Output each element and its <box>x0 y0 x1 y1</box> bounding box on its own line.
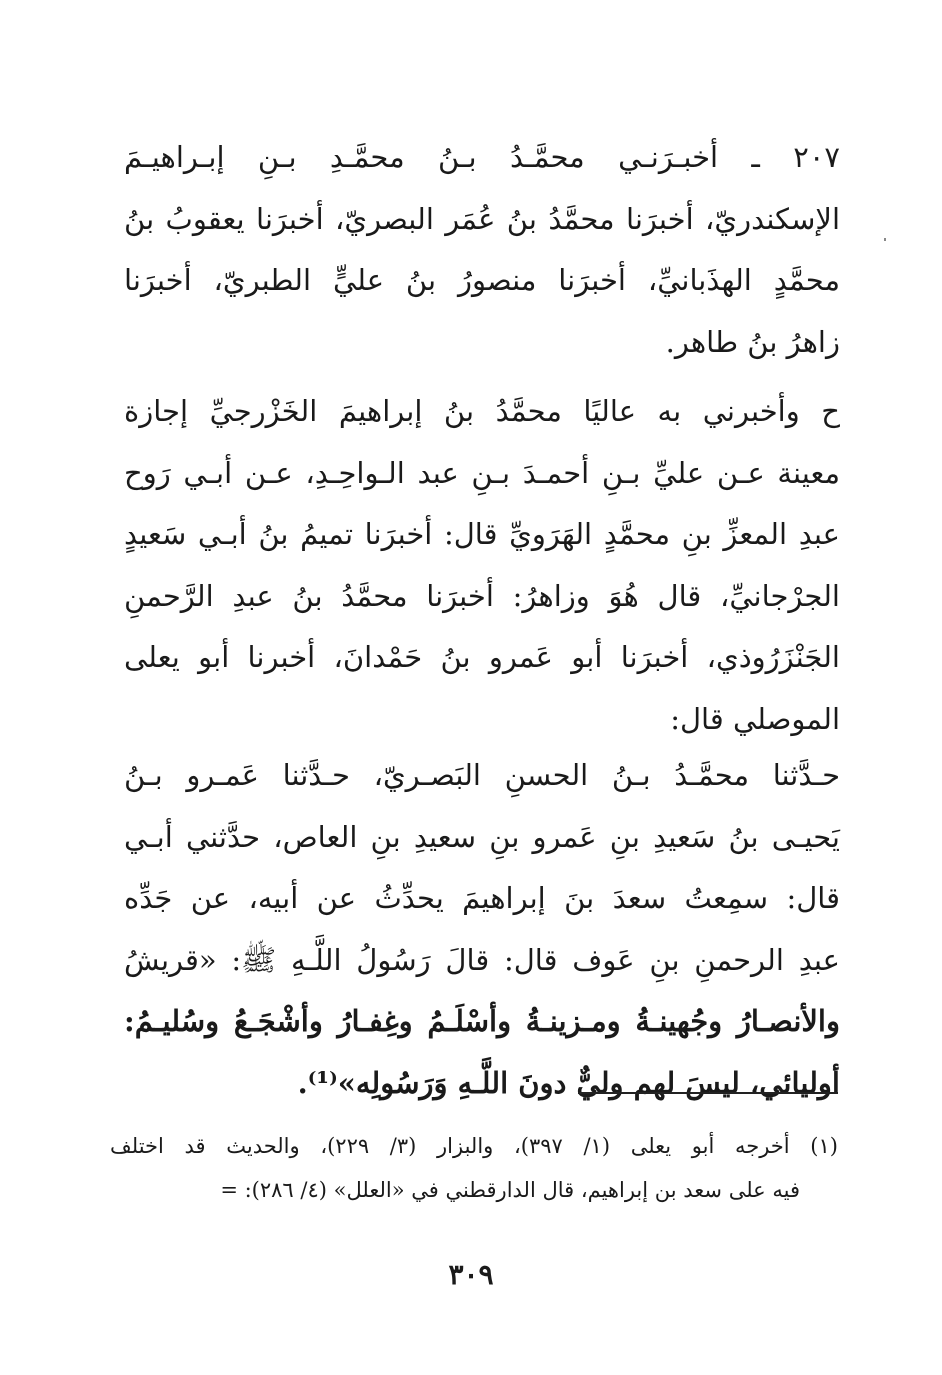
text-line: معينة عـن عليِّ بـنِ أحمـدَ بـنِ عبد الـواحِـدِ، عـن أبـي رَوح <box>124 455 840 490</box>
text-line: الموصلي قال: <box>670 701 840 736</box>
text-line: ح وأخبرني به عاليًا محمَّدُ بنُ إبراهيمَ الخَزْرجيِّ إجازة <box>124 394 840 428</box>
text-line: عبدِ المعزِّ بنِ محمَّدٍ الهَرَويِّ قال: أخبرَنا تميمُ بنُ أبـي سَعيدٍ <box>124 517 840 551</box>
page-number: ٣٠٩ <box>448 1258 494 1291</box>
paragraph-hadith-207-chain <box>124 127 840 373</box>
paragraph-second-chain <box>124 381 840 750</box>
text-line: أوليائي، ليسَ لهم وليٌّ دونَ اللَّـهِ وَرَسُولِه»⁽¹⁾. <box>297 1065 840 1100</box>
paragraph-hadith-text <box>124 745 840 1114</box>
text-line: عبدِ الرحمنِ بنِ عَوف قال: قالَ رَسُولُ اللَّـهِ ﷺ: «قريشُ <box>124 942 840 977</box>
text-line: يَحيـى بنُ سَعيدِ بنِ عَمرو بنِ سعيدِ بنِ العاص، حدَّثني أبـي <box>124 819 840 854</box>
text-line: حـدَّثنا محمَّـدُ بـنُ الحسنِ البَصـريّ، حـدَّثنا عَمـرو بـنُ <box>124 758 840 792</box>
text-line: الإسكندريّ، أخبرَنا محمَّدُ بنُ عُمَر البصريّ، أخبرَنا يعقوبُ بنُ <box>124 201 840 236</box>
text-line: محمَّدٍ الهذَبانيِّ، أخبرَنا منصورُ بنُ عليٍّ الطبريّ، أخبرَنا <box>124 263 840 297</box>
footnote-line: فيه على سعد بن إبراهيم، قال الدارقطني في «العلل» (٤/ ٢٨٦): = <box>220 1178 800 1202</box>
footnotes <box>110 1124 838 1212</box>
text-line: ٢٠٧ ـ أخبـرَنـي محمَّـدُ بـنُ محمَّـدِ بـنِ إبـراهيـمَ <box>124 140 840 174</box>
footnote-line: (١) أخرجه أبو يعلى (١/ ٣٩٧)، والبزار (٣/ ٢٢٩)، والحديث قد اختلف <box>110 1134 838 1158</box>
footnote-separator <box>578 1092 838 1094</box>
margin-mark <box>884 238 886 241</box>
text-line: الجرْجانيِّ، قال هُوَ وزاهرُ: أخبرَنا محمَّدُ بنُ عبدِ الرَّحمنِ <box>124 578 840 613</box>
text-line: الجَنْزَرُوذي، أخبرَنا أبو عَمرو بنُ حَمْدانَ، أخبرنا أبو يعلى <box>124 640 840 674</box>
text-line: زاهرُ بنُ طاهر. <box>665 324 840 359</box>
text-line: والأنصـارُ وجُهينـةُ ومـزينـةُ وأسْلَـمُ وغِفـارُ وأشْجَـعُ وسُليـمُ: <box>124 1004 840 1038</box>
text-line: قال: سمِعتُ سعدَ بنَ إبراهيمَ يحدِّثُ عن أبيه، عن جَدِّه <box>124 881 840 915</box>
